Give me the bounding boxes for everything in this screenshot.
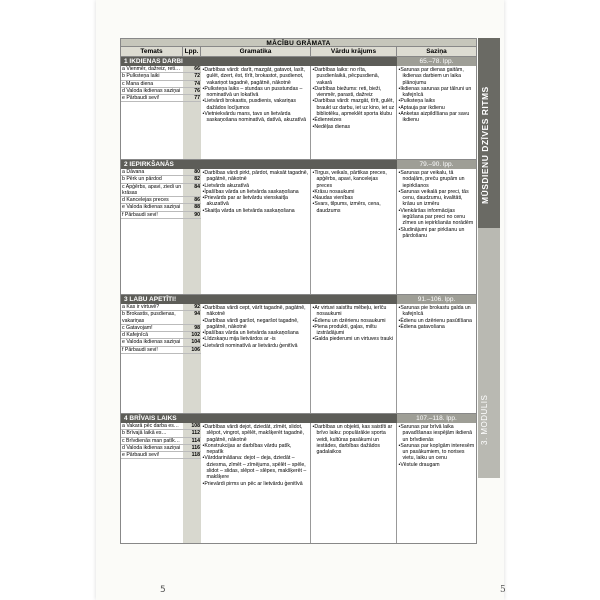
theme-fill-cell — [121, 102, 183, 159]
theme-row — [121, 169, 201, 176]
theme-row — [121, 212, 201, 219]
theme-page: 112 — [183, 430, 201, 436]
grammar-item: • Lietvārds akuzatīvā — [203, 183, 309, 189]
vocabulary-item: • Darbības laiks: no rīta, pusdienlaikā, pēcpusdienā, vakarā — [313, 67, 395, 86]
section-header-fill — [201, 57, 397, 66]
vocabulary-item: • Nedēļas dienas — [313, 124, 395, 130]
section-body — [121, 66, 476, 159]
communication-item: • Ikdienas sarunas par tālruni un kafejnīcā — [399, 86, 475, 99]
page-fill-cell — [183, 459, 201, 543]
section-body — [121, 423, 476, 543]
section-header-fill — [201, 414, 397, 423]
communication-item: • Sarunas par brīvā laika pavadīšanas iespējām ikdienā un brīvdienās — [399, 424, 475, 443]
section — [120, 57, 477, 160]
vocabulary-column — [311, 423, 397, 543]
theme-name: c Brīvdienās man patīk… — [122, 437, 180, 444]
vocabulary-item: • Galda piederumi un virtuves trauki — [313, 336, 395, 342]
theme-name: a Vakarā pēc darba es… — [122, 423, 179, 429]
grammar-item: • Darbības vārdi: darīt, mazgāt, gatavot, lasīt, gulēt, dzert, ēst, tīrīt, brokastot, pusdienot, vakariņot tagadnē, pagātnē, nākotnē — [203, 67, 309, 86]
theme-name: e Pārbaudi sevi! — [122, 452, 160, 459]
column-headers — [120, 47, 477, 57]
theme-fill-cell — [121, 354, 183, 413]
theme-row — [121, 339, 201, 346]
theme-name: d Kafejnīcā — [122, 332, 148, 339]
page-fill-cell — [183, 102, 201, 159]
theme-row — [121, 184, 201, 198]
vocabulary-item: • Ēdienu un dzērienu nosaukumi — [313, 318, 395, 324]
theme-fill-cell — [121, 459, 183, 543]
col-grammar: Gramatika — [201, 47, 311, 56]
theme-page: 90 — [183, 212, 201, 218]
theme-row — [121, 66, 201, 73]
theme-page: 82 — [183, 176, 201, 182]
section-header — [121, 295, 476, 304]
section-header — [121, 414, 476, 423]
grammar-item: • Skaitļa vārda un lietvārda saskaņošana — [203, 208, 309, 214]
theme-page: 74 — [183, 81, 201, 87]
grammar-item: • Lietvārdi nominatīvā ar lietvārdu ģenitīvā — [203, 343, 309, 349]
theme-page: 114 — [183, 438, 201, 444]
theme-row — [121, 445, 201, 452]
theme-row — [121, 73, 201, 80]
communication-item: • Sarunas pie brokastu galda un kafejnīcā — [399, 305, 475, 318]
theme-row — [121, 325, 201, 332]
communication-item: • Aptauja par ikdienu — [399, 105, 475, 111]
vocabulary-item: • Svars, tilpums, izmērs, cena, daudzums — [313, 201, 395, 214]
communication-item: • Ēdienu un dzērienu pasūtīšana — [399, 318, 475, 324]
side-title: MŪSDIENU DZĪVES RITMS — [480, 86, 490, 204]
theme-page: 104 — [183, 339, 201, 345]
section-body — [121, 169, 476, 294]
page-fill-cell — [183, 219, 201, 294]
communication-item: • Sludinājumi par pirkšanu un pārdošanu — [399, 227, 475, 240]
vocabulary-item: • Krāsu nosaukumi — [313, 189, 395, 195]
grammar-item: • Īpašības vārda un lietvārda saskaņošana — [203, 189, 309, 195]
col-vocabulary: Vārdu krājums — [311, 47, 397, 56]
theme-list-fill — [121, 459, 201, 543]
theme-row — [121, 81, 201, 88]
theme-page: 80 — [183, 169, 201, 175]
communication-item: • Sarunas par kopīgām interesēm un pasākumiem, to norises vietu, laiku un cenu — [399, 443, 475, 462]
col-communication: Saziņa — [426, 48, 447, 55]
theme-page: 86 — [183, 197, 201, 203]
theme-name: b Pulksteņa laiki — [122, 73, 160, 80]
section-pages: 79.–90. lpp. — [397, 160, 476, 169]
theme-page: 116 — [183, 445, 201, 451]
theme-row — [121, 197, 201, 204]
section-header — [121, 57, 476, 66]
vocabulary-item: • Darbības un objekti, kas saistīti ar brīvo laiku: populārākie sporta veidi, kultūras pasākumi un iestādes, darbības dažādos gadalaikos — [313, 424, 395, 455]
vocabulary-column — [311, 169, 397, 294]
theme-page: 118 — [183, 452, 201, 458]
communication-item: • Pulksteņa laiks — [399, 98, 475, 104]
communication-column — [397, 423, 476, 543]
communication-item: • Vēstule draugam — [399, 462, 475, 468]
section-title: 2 IEPIRKŠANĀS — [124, 161, 174, 168]
section-title: 4 BRĪVAIS LAIKS — [124, 415, 177, 422]
grammar-item: • Darbības vārdi pirkt, pārdot, maksāt tagadnē, pagātnē, nākotnē — [203, 170, 309, 183]
grammar-item: • Konstrukcijas ar darbības vārdu patīk, nepatīk — [203, 443, 309, 456]
theme-name: f Pārbaudi sevi! — [122, 211, 158, 218]
grammar-item: • Īpašības vārda un lietvārda saskaņošana — [203, 330, 309, 336]
theme-row — [121, 423, 201, 430]
theme-name: c Gatavojam! — [122, 324, 153, 331]
theme-name: f Pārbaudi sevi! — [122, 346, 158, 353]
communication-item: • Anketas aizpildīšana par savu ikdienu — [399, 111, 475, 124]
theme-name: a Kas ir virtuvē? — [122, 304, 160, 310]
theme-name: c Apģērbs, apavi, ziedi un krāsas — [122, 183, 182, 196]
vocabulary-column — [311, 304, 397, 413]
theme-name: c Mana diena — [122, 80, 154, 87]
theme-row — [121, 347, 201, 354]
theme-page: 92 — [183, 304, 201, 310]
page-number: 5 — [500, 585, 506, 595]
section — [120, 414, 477, 544]
module-label: 3. MODULIS — [480, 394, 489, 446]
table-title: MĀCĪBU GRĀMATA — [120, 38, 477, 47]
theme-name: e Valoda ikdienas saziņai — [122, 339, 181, 346]
grammar-column — [201, 66, 311, 159]
vocabulary-item: • Ar virtuvi saistītu mēbeļu, ierīču nosaukumi — [313, 305, 395, 318]
section-pages: 91.–106. lpp. — [397, 295, 476, 304]
page-mark: 5 — [160, 585, 166, 595]
section-header-fill — [201, 160, 397, 169]
theme-list — [121, 423, 201, 543]
communication-column — [397, 304, 476, 413]
theme-row — [121, 438, 201, 445]
theme-fill-cell — [121, 219, 183, 294]
theme-name: d Valoda ikdienas saziņai — [122, 87, 181, 94]
communication-item: • Sarunas par veikalu, tā nodaļām, preču grupām un iepirkšanos — [399, 170, 475, 189]
theme-row — [121, 95, 201, 102]
theme-list-fill — [121, 102, 201, 159]
grammar-column — [201, 423, 311, 543]
col-page: Lpp. — [183, 47, 201, 56]
section-header — [121, 160, 476, 169]
theme-page: 76 — [183, 88, 201, 94]
grammar-item: • Darbības vārdi cept, vārīt tagadnē, pagātnē, nākotnē — [203, 305, 309, 318]
theme-row — [121, 430, 201, 437]
theme-row — [121, 304, 201, 311]
grammar-item: • Prievārds par ar lietvārdu vienskaitļa akuzatīvā — [203, 195, 309, 208]
communication-column — [397, 169, 476, 294]
sections — [120, 57, 477, 544]
vocabulary-column — [311, 66, 397, 159]
theme-row — [121, 332, 201, 339]
grammar-column — [201, 169, 311, 294]
theme-name: d Valoda ikdienas saziņai — [122, 444, 181, 451]
section-header-fill — [201, 295, 397, 304]
page-fill-cell — [183, 354, 201, 413]
contents-table — [120, 38, 477, 544]
vocabulary-item: • Naudas vienības — [313, 195, 395, 201]
theme-page: 88 — [183, 204, 201, 210]
theme-list — [121, 304, 201, 413]
theme-list — [121, 169, 201, 294]
grammar-column — [201, 304, 311, 413]
theme-page: 72 — [183, 73, 201, 79]
theme-list-fill — [121, 219, 201, 294]
theme-page: 102 — [183, 332, 201, 338]
theme-row — [121, 311, 201, 325]
communication-item: • Ēdiena gatavošana — [399, 324, 475, 330]
communication-item: • Vienkāršas informācijas iegūšana par preci no cenu zīmes un iepirkšanās norādēm — [399, 208, 475, 227]
theme-name: b Brīvajā laikā es… — [122, 430, 167, 437]
theme-page: 108 — [183, 423, 201, 429]
vocabulary-item: • Tirgus, veikals, pārtikas preces, apģērbs, apavi, kancelejas preces — [313, 170, 395, 189]
theme-list-fill — [121, 354, 201, 413]
grammar-item: • Lietvārdi brokastis, pusdienis, vakariņas dažādos locījumos — [203, 98, 309, 111]
grammar-item: • Prievārdi pirms un pēc ar lietvārdu ģenitīvā — [203, 481, 309, 487]
vocabulary-item: • Piena produkti, gaļas, miltu izstrādājumi — [313, 324, 395, 337]
theme-page: 106 — [183, 347, 201, 353]
theme-page: 98 — [183, 325, 201, 331]
theme-name: e Valoda ikdienas saziņai — [122, 204, 181, 211]
col-theme: Temats — [121, 47, 183, 56]
section-body — [121, 304, 476, 413]
theme-name: d Kancelejas preces — [122, 197, 169, 204]
theme-name: a Dāvana — [122, 169, 145, 175]
theme-page: 66 — [183, 66, 201, 72]
section-title: 1 IKDIENAS DARBI — [124, 58, 183, 65]
theme-name: b Brokastis, pusdienas, vakariņas — [122, 311, 176, 324]
grammar-item: • Pulksteņa laiks – stundas un pusstundas – nominatīvā un lokatīvā — [203, 86, 309, 99]
theme-row — [121, 204, 201, 211]
communication-item: • Sarunas veikalā par preci, tās cenu, daudzumu, kvalitāti, krāsu un izmēru — [399, 189, 475, 208]
section-title: 3 LABU APETĪTI! — [124, 296, 177, 303]
communication-column — [397, 66, 476, 159]
theme-page: 77 — [183, 95, 201, 101]
theme-page: 84 — [183, 184, 201, 197]
theme-list — [121, 66, 201, 159]
vocabulary-item: • Ēdienreizes — [313, 117, 395, 123]
grammar-item: • Darbības vārdi dejot, dziedāt, zīmēt, slidot, slēpot, vingrot, spēlēt, makšķerēt tagadnē, pagātnē, nākotnē — [203, 424, 309, 443]
theme-row — [121, 88, 201, 95]
theme-row — [121, 452, 201, 459]
theme-name: a Vienmēr, dažreiz, reti… — [122, 66, 181, 72]
grammar-item: • Darbības vārdi garšot, negaršot tagadnē, pagātnē, nākotnē — [203, 318, 309, 331]
theme-page: 94 — [183, 311, 201, 324]
theme-name: e Pārbaudi sevi! — [122, 95, 160, 102]
grammar-item: • Līdzskaņu mija lietvārdos ar -is — [203, 336, 309, 342]
grammar-item: • Vietniekvārdu mans, tavs un lietvārda saskaņošana nominatīvā, datīvā, akuzatīvā — [203, 111, 309, 124]
section — [120, 295, 477, 414]
section — [120, 160, 477, 295]
theme-row — [121, 176, 201, 183]
grammar-item: • Vārddarināšana: dejot – deja, dziedāt – dziesma, zīmēt – zīmējums, spēlēt – spēle, slidot – slidas, slēpot – slēpes, makšķerēt – makšķere — [203, 455, 309, 480]
communication-item: • Sarunas par dienas gaitām, ikdienas darbiem un laika plānojumu — [399, 67, 475, 86]
theme-name: b Pērk un pārdod — [122, 176, 162, 183]
vocabulary-item: • Darbības vārdi: mazgāt, tīrīt, gulēt, braukt uz darbu, iet uz kino, iet uz bibliotēku, apmeklēt sporta klubu — [313, 98, 395, 117]
section-pages: 65.–78. lpp. — [397, 57, 476, 66]
vocabulary-item: • Darbības biežums: reti, bieži, vienmēr, parasti, dažreiz — [313, 86, 395, 99]
section-pages: 107.–118. lpp. — [397, 414, 476, 423]
